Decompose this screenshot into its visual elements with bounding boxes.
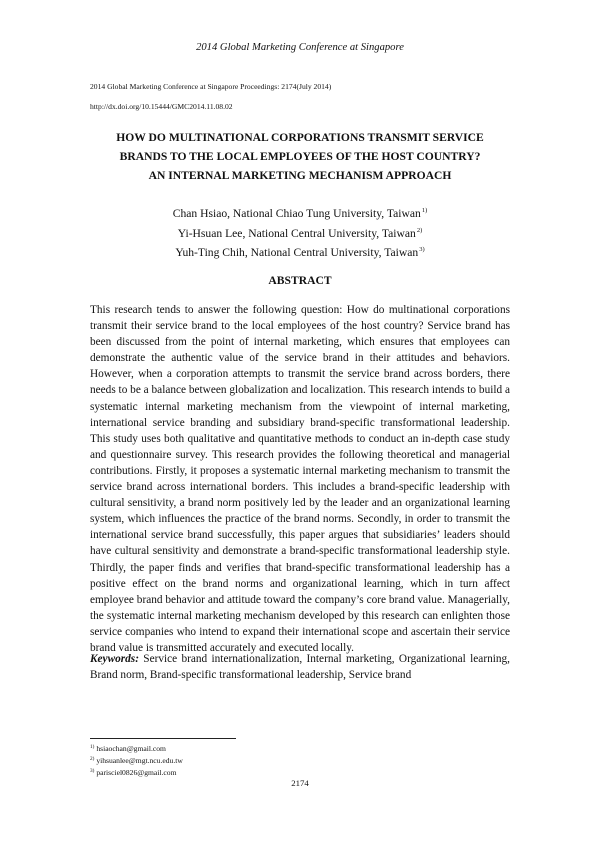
author-line — [90, 203, 510, 223]
proceedings-citation: 2014 Global Marketing Conference at Singapore Proceedings: 2174(July 2014) — [90, 82, 332, 91]
abstract-body: This research tends to answer the following question: How do multinational corporations transmit their service brand to the local employees of the host country? Service brand has been discussed from the point of internal marketing, which ensures that employees can demonstrate the authentic value of the service brand in their attitudes and behaviors. However, when a corporation attempts to transmit the service brand across borders, there needs to be a balance between globalization and localization. This research intends to build a systematic internal marketing mechanism from the viewpoint of internal marketing, international service branding and subsidiary brand-specific transformational leadership. This study uses both qualitative and quantitative methods to conduct an in-depth case study and questionnaire survey. This research provides the following theoretical and managerial contributions. Firstly, it proposes a systematic internal marketing mechanism to transmit the service brand across international borders. This includes a brand-specific leadership with cultural sensitivity, a brand norm positively led by the leader and an organizational learning system, which influences the practice of the brand norms. Secondly, in order to transmit the international service brand successfully, this paper argues that subsidiaries’ leaders should have cultural sensitivity and demonstrate a brand-specific transformational leadership style. Thirdly, the paper finds and verifies that brand-specific transformational leadership has a positive effect on the brand norms and organizational learning, which in turn affect employee brand behavior and attitude toward the company’s core brand value. Managerially, the systematic internal marketing mechanism developed by this research can enlighten those service companies who intend to expand their international scope and ascertain their service brand value is transmitted accurately and executed locally. — [90, 304, 510, 654]
author-list — [90, 203, 510, 262]
running-head: 2014 Global Marketing Conference at Singapore — [196, 42, 404, 53]
author-affiliation: Yuh-Ting Chih, National Central University, Taiwan — [175, 246, 419, 259]
paper-title — [90, 128, 510, 185]
author-affiliation: Chan Hsiao, National Chiao Tung University, Taiwan — [172, 207, 421, 220]
keywords-text: Service brand internationalization, Internal marketing, Organizational learning, Brand norm, Brand-specific transformational leadership, Service brand — [90, 653, 510, 682]
title-line: BRANDS TO THE LOCAL EMPLOYEES OF THE HOST COUNTRY? — [119, 150, 481, 163]
abstract-heading: ABSTRACT — [268, 274, 332, 287]
keywords-paragraph — [90, 651, 510, 683]
title-line: AN INTERNAL MARKETING MECHANISM APPROACH — [148, 169, 452, 182]
footnote-mark: 2) — [90, 756, 95, 762]
author-footnote-mark: 2) — [416, 226, 423, 234]
footnote-email[interactable]: parisciel0826@gmail.com — [96, 768, 177, 777]
footnote — [90, 754, 183, 766]
proceedings-info — [90, 77, 331, 117]
doi-link[interactable]: http://dx.doi.org/10.15444/GMC2014.11.08.02 — [90, 102, 233, 111]
footnote-mark: 3) — [90, 768, 95, 774]
footnotes — [90, 742, 183, 778]
footnote-divider — [90, 738, 236, 739]
title-line: HOW DO MULTINATIONAL CORPORATIONS TRANSMIT SERVICE — [116, 131, 484, 144]
author-line — [90, 242, 510, 262]
author-footnote-mark: 1) — [421, 207, 428, 214]
footnote — [90, 766, 183, 778]
keywords-label: Keywords: — [90, 653, 139, 665]
footnote — [90, 742, 183, 754]
footnote-mark: 1) — [90, 744, 95, 750]
author-footnote-mark: 3) — [419, 246, 425, 253]
author-affiliation: Yi-Hsuan Lee, National Central University, Taiwan — [177, 226, 416, 240]
page-number: 2174 — [291, 778, 309, 788]
footnote-email[interactable]: hsiaochan@gmail.com — [96, 744, 166, 753]
footnote-email[interactable]: yihsuanlee@mgt.ncu.edu.tw — [96, 756, 183, 765]
author-line — [90, 223, 510, 243]
